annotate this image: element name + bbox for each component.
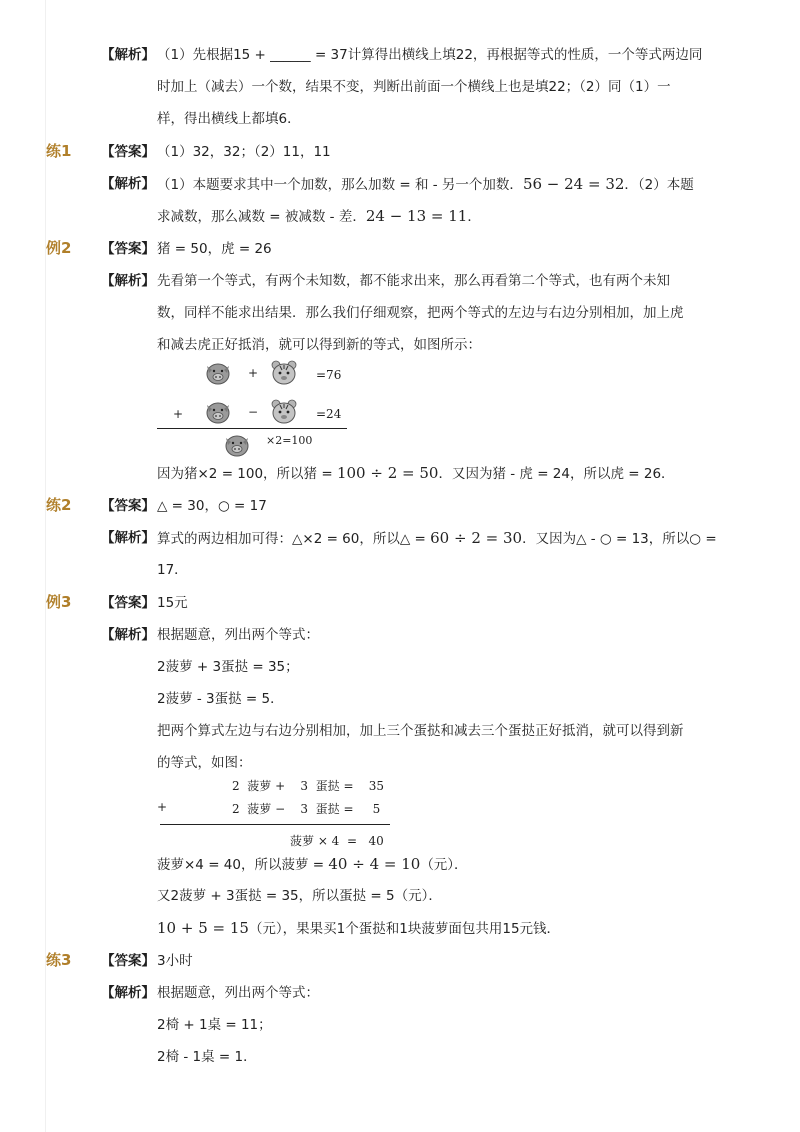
analysis-label: 【解析】: [101, 530, 155, 546]
plus-sign: +: [248, 366, 259, 380]
minus-sign: −: [248, 405, 259, 419]
answer-label: 【答案】: [101, 241, 155, 257]
answer-label: 【答案】: [101, 595, 155, 611]
analysis-text: （元）．: [420, 857, 468, 873]
sum-line: [157, 428, 347, 429]
math-expression: 24 − 13 = 11: [365, 207, 468, 225]
analysis-text-line: 和减去虎正好抵消，就可以得到新的等式，如图所示：: [157, 337, 481, 353]
answer-label: 【答案】: [101, 953, 155, 969]
figure-equation-row: 2 菠萝 + 3 蛋挞 = 35: [232, 779, 385, 793]
pig-icon: [203, 360, 233, 386]
answer-text: △ = 30，○ = 17: [157, 498, 267, 514]
tiger-icon: [268, 358, 300, 386]
analysis-text-line: 根据题意，列出两个等式：: [157, 627, 319, 643]
analysis-text-line: 根据题意，列出两个等式：: [157, 985, 319, 1001]
analysis-label: 【解析】: [101, 985, 155, 1001]
analysis-text: （元），果果买1个蛋挞和1块菠萝面包共用15元钱．: [248, 921, 561, 937]
analysis-label: 【解析】: [101, 47, 155, 63]
analysis-text-line: 2菠萝 - 3蛋挞 = 5．: [157, 691, 284, 707]
analysis-text: ．: [467, 209, 481, 225]
analysis-text-line: 把两个算式左边与右边分别相加，加上三个蛋挞和减去三个蛋挞正好抵消，就可以得到新: [157, 723, 684, 739]
analysis-text-line: [157, 529, 717, 548]
analysis-text-line: 2椅 + 1桌 = 11；: [157, 1017, 272, 1033]
analysis-text-line: [157, 919, 560, 938]
answer-label: 【答案】: [101, 144, 155, 160]
tiger-icon: [268, 397, 300, 425]
pig-icon: [222, 432, 252, 458]
pig-icon: [203, 399, 233, 425]
analysis-label: 【解析】: [101, 627, 155, 643]
answer-text: 猪 = 50，虎 = 26: [157, 241, 272, 257]
math-expression: 10 + 5 = 15: [157, 919, 249, 937]
analysis-text-line: 的等式，如图：: [157, 755, 252, 771]
analysis-text-line: 2菠萝 + 3蛋挞 = 35；: [157, 659, 299, 675]
analysis-text-line: [157, 855, 468, 874]
exercise-label-lian2: 练2: [46, 496, 72, 514]
analysis-text-line: 先看第一个等式，有两个未知数，都不能求出来，那么再看第二个等式，也有两个未知: [157, 273, 670, 289]
answer-text: 15元: [157, 595, 188, 611]
analysis-text-line: （1）先根据15 + ______ = 37计算得出横线上填22，再根据等式的性质，一个等式两边同: [157, 47, 703, 63]
analysis-text-line: 样，得出横线上都填6．: [157, 111, 301, 127]
analysis-text: （1）本题要求其中一个加数，那么加数 = 和 - 另一个加数．: [157, 177, 523, 193]
analysis-text-line: 17．: [157, 562, 188, 578]
math-expression: 100 ÷ 2 = 50: [336, 464, 439, 482]
exercise-label-lian3: 练3: [46, 951, 72, 969]
math-expression: 60 ÷ 2 = 30: [430, 529, 523, 547]
analysis-label: 【解析】: [101, 273, 155, 289]
example-label-li2: 例2: [46, 239, 72, 257]
answer-text: 3小时: [157, 953, 193, 969]
analysis-text: ．又因为△ - ○ = 13，所以○ =: [522, 531, 717, 547]
plus-sign: +: [157, 800, 168, 814]
analysis-text-line: 时加上（减去）一个数，结果不变，判断出前面一个横线上也是填22；（2）同（1）一: [157, 79, 671, 95]
analysis-text-line: [157, 175, 694, 194]
analysis-text-line: [157, 464, 675, 483]
answer-label: 【答案】: [101, 498, 155, 514]
analysis-label: 【解析】: [101, 176, 155, 192]
sum-line: [160, 824, 390, 825]
analysis-text: 因为猪×2 = 100，所以猪 =: [157, 466, 337, 482]
equals-24: =24: [316, 407, 342, 421]
analysis-text: 算式的两边相加可得：△×2 = 60，所以△ =: [157, 531, 431, 547]
analysis-text: 求减数，那么减数 = 被减数 - 差．: [157, 209, 366, 225]
analysis-text-line: 数，同样不能求出结果．那么我们仔细观察，把两个等式的左边与右边分别相加，加上虎: [157, 305, 684, 321]
analysis-text: ．（2）本题: [624, 177, 694, 193]
example-label-li3: 例3: [46, 593, 72, 611]
answer-text: （1）32，32；（2）11，11: [157, 144, 331, 160]
figure-result-row: 菠萝 × 4 = 40: [290, 834, 384, 848]
analysis-text-line: [157, 207, 481, 226]
analysis-text: ．又因为猪 - 虎 = 24，所以虎 = 26．: [438, 466, 675, 482]
plus-sign: +: [173, 407, 184, 421]
figure-equation-row: 2 菠萝 − 3 蛋挞 = 5: [232, 802, 381, 816]
math-expression: 56 − 24 = 32: [522, 175, 625, 193]
analysis-text: 菠萝×4 = 40，所以菠萝 =: [157, 857, 329, 873]
exercise-label-lian1: 练1: [46, 142, 72, 160]
times-two-equals-100: ×2=100: [266, 434, 313, 447]
math-expression: 40 ÷ 4 = 10: [328, 855, 421, 873]
equals-76: =76: [316, 368, 342, 382]
analysis-text-line: 2椅 - 1桌 = 1．: [157, 1049, 257, 1065]
analysis-text-line: 又2菠萝 + 3蛋挞 = 35，所以蛋挞 = 5（元）．: [157, 888, 442, 904]
